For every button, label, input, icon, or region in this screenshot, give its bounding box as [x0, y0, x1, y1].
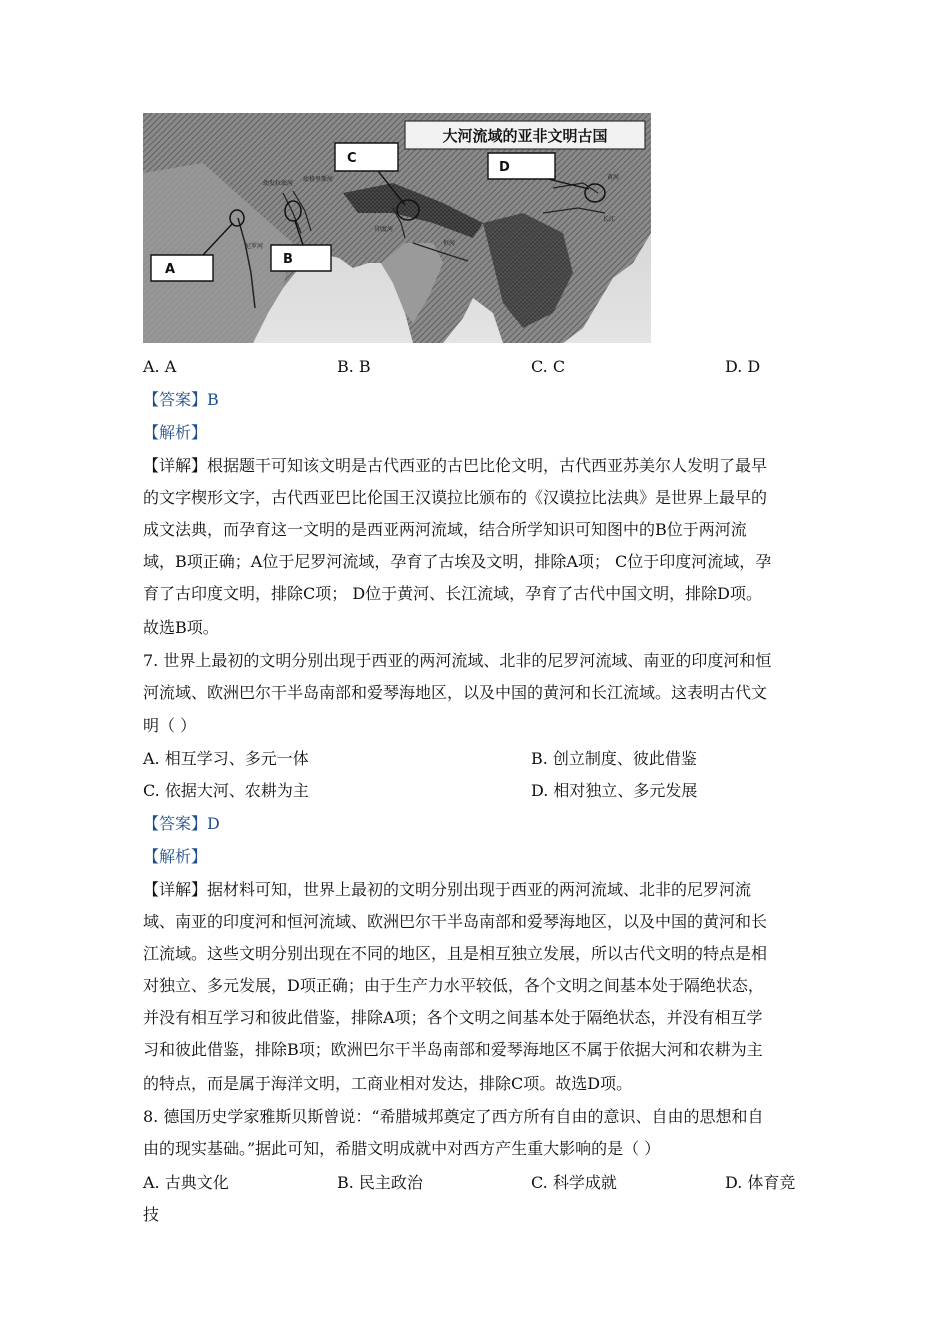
map-title: 大河流域的亚非文明古国 [442, 127, 608, 145]
q6-analysis-heading: 【解析】 [143, 423, 208, 442]
q7-option-a[interactable]: A. 相互学习、多元一体 [143, 749, 309, 768]
q6-answer: 【答案】B [143, 390, 219, 409]
q7-detail-line: 习和彼此借鉴，排除B项；欧洲巴尔干半岛南部和爱琴海地区不属于依据大河和农耕为主 [143, 1040, 763, 1059]
q7-detail-line: 对独立、多元发展，D项正确；由于生产力水平较低，各个文明之间基本处于隔绝状态， [143, 976, 764, 995]
q6-option-d[interactable]: D. D [725, 357, 761, 376]
river-label: 底格里斯河 [303, 176, 334, 183]
q8-option-a[interactable]: A. 古典文化 [143, 1173, 229, 1192]
q8-option-d[interactable]: D. 体育竞 [725, 1173, 796, 1192]
q6-detail-line: 故选B项。 [143, 618, 219, 637]
q7-detail-line: 域、南亚的印度河和恒河流域、欧洲巴尔干半岛南部和爱琴海地区，以及中国的黄河和长 [143, 912, 768, 931]
q7-detail-line: 【详解】据材料可知，世界上最初的文明分别出现于西亚的两河流域、北非的尼罗河流 [143, 880, 752, 899]
callout-b: B [283, 252, 293, 267]
ancient-civilizations-map [143, 113, 651, 343]
q7-stem-line: 7. 世界上最初的文明分别出现于西亚的两河流域、北非的尼罗河流域、南亚的印度河和恒 [143, 651, 772, 670]
q8-option-d-wrap: 技 [143, 1205, 160, 1224]
river-label: 幼发拉底河 [263, 180, 294, 187]
q8-option-c[interactable]: C. 科学成就 [531, 1173, 617, 1192]
river-label: 尼罗河 [245, 243, 264, 250]
river-label: 恒河 [443, 240, 456, 247]
q7-option-d[interactable]: D. 相对独立、多元发展 [531, 781, 698, 800]
river-label: 长江 [603, 216, 616, 223]
q7-stem-line: 明（ ） [143, 716, 197, 735]
callout-d: D [499, 160, 510, 175]
callout-c: C [347, 151, 357, 166]
q6-option-b[interactable]: B. B [337, 357, 371, 376]
q6-detail-line: 【详解】根据题干可知该文明是古代西亚的古巴比伦文明，古代西亚苏美尔人发明了最早 [143, 456, 768, 475]
q7-option-c[interactable]: C. 依据大河、农耕为主 [143, 781, 309, 800]
q6-option-c[interactable]: C. C [531, 357, 566, 376]
q7-answer: 【答案】D [143, 814, 220, 833]
q6-detail-line: 育了古印度文明，排除C项； D位于黄河、长江流域，孕育了古代中国文明，排除D项。 [143, 584, 762, 603]
q8-stem-line: 由的现实基础。”据此可知，希腊文明成就中对西方产生重大影响的是（ ） [143, 1139, 661, 1158]
q7-detail-line: 并没有相互学习和彼此借鉴，排除A项；各个文明之间基本处于隔绝状态，并没有相互学 [143, 1008, 763, 1027]
q6-option-a[interactable]: A. A [143, 357, 177, 376]
q8-option-b[interactable]: B. 民主政治 [337, 1173, 423, 1192]
q7-option-b[interactable]: B. 创立制度、彼此借鉴 [531, 749, 697, 768]
callout-a: A [165, 262, 176, 277]
q6-detail-line: 的文字楔形文字，古代西亚巴比伦国王汉谟拉比颁布的《汉谟拉比法典》是世界上最早的 [143, 488, 768, 507]
q6-detail-line: 域，B项正确；A位于尼罗河流域，孕育了古埃及文明，排除A项； C位于印度河流域，孕 [143, 552, 772, 571]
q7-detail-line: 的特点，而是属于海洋文明，工商业相对发达，排除C项。故选D项。 [143, 1074, 633, 1093]
q7-stem-line: 河流域、欧洲巴尔干半岛南部和爱琴海地区，以及中国的黄河和长江流域。这表明古代文 [143, 683, 768, 702]
q6-detail-line: 成文法典，而孕育这一文明的是西亚两河流域，结合所学知识可知图中的B位于两河流 [143, 520, 747, 539]
q7-analysis-heading: 【解析】 [143, 847, 208, 866]
q8-stem-line: 8. 德国历史学家雅斯贝斯曾说：“希腊城邦奠定了西方所有自由的意识、自由的思想和自 [143, 1107, 764, 1126]
q7-detail-line: 江流域。这些文明分别出现在不同的地区，且是相互独立发展，所以古代文明的特点是相 [143, 944, 768, 963]
river-label: 黄河 [607, 174, 620, 181]
river-label: 印度河 [375, 226, 394, 233]
